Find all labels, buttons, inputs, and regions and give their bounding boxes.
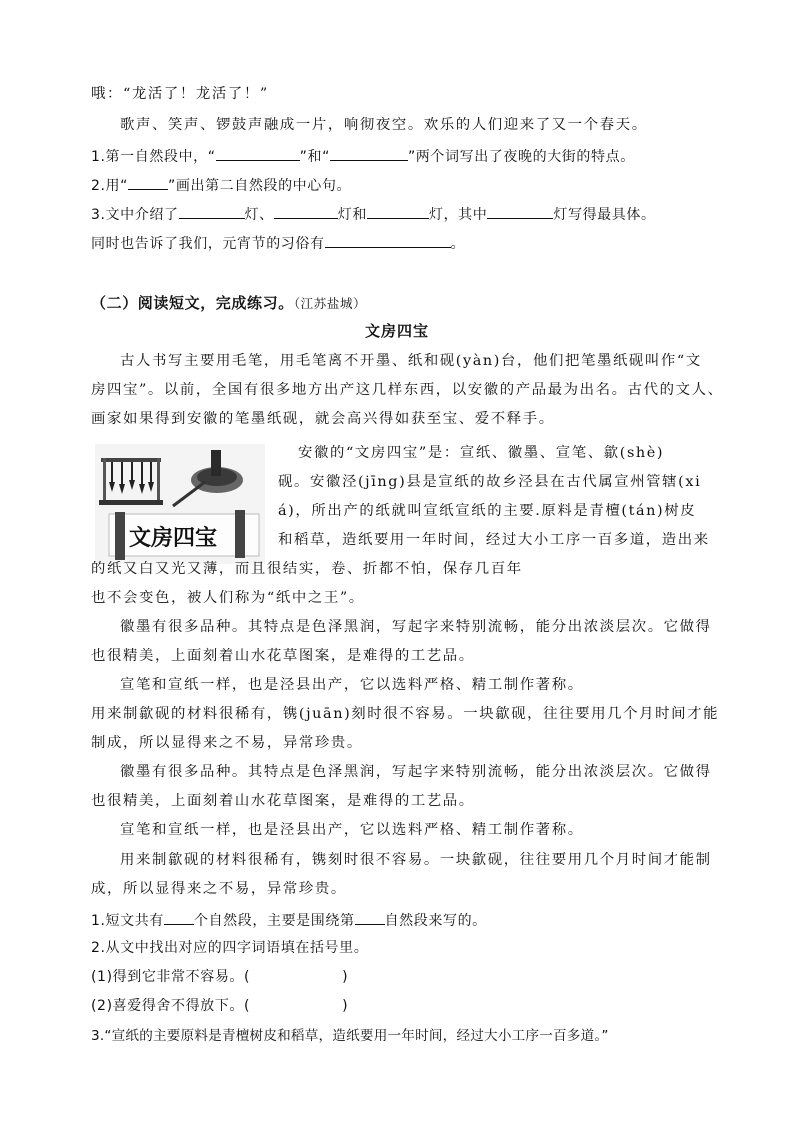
passage-line: á)，所出产的纸就叫宣纸宣纸的主要.原料是青檀(tán)树皮 (278, 503, 697, 519)
question-2-2-item-1 (91, 967, 348, 987)
passage-line: 也很精美，上面刻着山水花草图案，是难得的工艺品。 (91, 793, 475, 809)
answer-blank[interactable] (325, 232, 451, 248)
answer-blank[interactable] (367, 203, 429, 219)
passage-line: 也很精美，上面刻着山水花草图案，是难得的工艺品。 (91, 648, 475, 664)
ink-stick (211, 450, 221, 476)
answer-blank[interactable] (274, 203, 338, 219)
question-1-text-c: ”两个词写出了夜晚的大街的特点。 (407, 149, 635, 165)
passage-line: 画家如果得到安徽的笔墨纸砚，就会高兴得如获至宝、爱不释手。 (91, 411, 555, 427)
passage-line: 成，所以显得来之不易，异常珍贵。 (91, 881, 347, 897)
q-text: ) (342, 969, 349, 985)
q-text: ) (342, 998, 349, 1014)
closing-paragraph: 歌声、笑声、锣鼓声融成一片，响彻夜空。欢乐的人们迎来了又一个春天。 (120, 117, 648, 133)
q-text: 个自然段，主要是围绕第 (193, 913, 355, 929)
question-2 (91, 174, 351, 196)
passage-line: 宣笔和宣纸一样，也是泾县出产，它以选料严格、精工制作著称。 (120, 677, 584, 693)
passage-line: 用来制歙砚的材料很稀有，镌刻时很不容易。一块歙砚，往往要用几个月时间才能制 (120, 852, 712, 868)
question-3-text-d: 灯，其中 (428, 207, 488, 223)
passage-title: 文房四宝 (364, 322, 429, 340)
passage-line: 制成，所以显得来之不易，异常珍贵。 (91, 735, 363, 751)
answer-blank[interactable] (164, 909, 194, 925)
answer-blank[interactable] (355, 909, 385, 925)
q-text: 1.短文共有 (91, 913, 164, 929)
source-label: （江苏盐城） (293, 296, 367, 311)
brush-rack-bar (101, 458, 161, 462)
paperweight-left (115, 512, 125, 560)
passage-line: 房四宝”。以前，全国有很多地方出产这几样东西，以安徽的产品最为出名。古代的文人、 (91, 382, 724, 398)
brush-rack-post (157, 458, 160, 502)
question-2-2: 2.从文中找出对应的四字词语填在括号里。 (91, 940, 369, 956)
question-3-text-c: 灯和 (337, 207, 367, 223)
question-2-text-a: 2.用“ (91, 178, 129, 194)
brush-rack-post (103, 458, 106, 502)
question-3-text-b: 灯、 (244, 207, 274, 223)
answer-blank[interactable] (330, 145, 408, 161)
calligraphy-text: 文房四宝 (129, 525, 218, 551)
passage-line: 宣笔和宣纸一样，也是泾县出产，它以选料严格、精工制作著称。 (120, 822, 584, 838)
passage-line: 和稻草，造纸要用一年时间，经过大小工序一百多道，造出来 (278, 532, 710, 548)
question-2-2-item-2 (91, 996, 348, 1016)
question-1 (91, 145, 635, 167)
question-3-text-g: 。 (450, 236, 466, 252)
question-3 (91, 203, 656, 225)
illustration-four-treasures (95, 444, 265, 564)
question-3-text-e: 灯写得最具体。 (553, 207, 656, 223)
passage-line: 的纸又白又光又薄，而且很结实，卷、折都不怕，保存几百年 (91, 561, 523, 577)
section-heading (91, 293, 366, 314)
passage-line: 也不会变色，被人们称为“纸中之王”。 (91, 590, 365, 606)
question-3-text-a: 3.文中介绍了 (91, 207, 179, 223)
question-1-text-b: ”和“ (299, 149, 330, 165)
passage-line: 砚。安徽泾(jīng)县是宣纸的故乡泾县在古代属宣州管辖(xi (278, 474, 702, 490)
answer-blank[interactable] (216, 145, 300, 161)
answer-blank[interactable] (179, 203, 245, 219)
brush-rack-base (99, 500, 163, 505)
question-2-text-b: ”画出第二自然段的中心句。 (168, 178, 352, 194)
q-text: (2)喜爱得舍不得放下。( (91, 998, 251, 1014)
dialogue-line: 哦：“龙活了！龙活了！” (91, 86, 269, 102)
four-treasures-drawing (95, 444, 265, 564)
question-3-continued (91, 232, 465, 254)
passage-line: 古人书写主要用毛笔，用毛笔离不开墨、纸和砚(yàn)台，他们把笔墨纸砚叫作“文 (120, 353, 702, 369)
q-text: (1)得到它非常不容易。( (91, 969, 251, 985)
passage-line: 徽墨有很多品种。其特点是色泽黑润，写起字来特别流畅，能分出浓淡层次。它做得 (120, 764, 712, 780)
passage-line: 徽墨有很多品种。其特点是色泽黑润，写起字来特别流畅，能分出浓淡层次。它做得 (120, 619, 712, 635)
question-1-text-a: 1.第一自然段中，“ (91, 149, 216, 165)
passage-line: 用来制歙砚的材料很稀有，镌(juān)刻时很不容易。一块歙砚，往往要用几个月时间才能 (91, 706, 720, 722)
answer-blank[interactable] (128, 174, 168, 190)
question-3-text-f: 同时也告诉了我们，元宵节的习俗有 (91, 236, 325, 252)
answer-blank[interactable] (487, 203, 553, 219)
q-text: 自然段来写的。 (384, 913, 487, 929)
question-2-3: 3.“宣纸的主要原料是青檀树皮和稻草，造纸要用一年时间，经过大小工序一百多道。” (91, 1028, 609, 1044)
passage-line: 安徽的“文房四宝”是：宣纸、徽墨、宣笔、歙(shè) (298, 445, 665, 461)
question-2-1 (91, 909, 487, 931)
section-heading-text: （二）阅读短文，完成练习。 (91, 294, 294, 312)
paperweight-right (235, 510, 245, 558)
